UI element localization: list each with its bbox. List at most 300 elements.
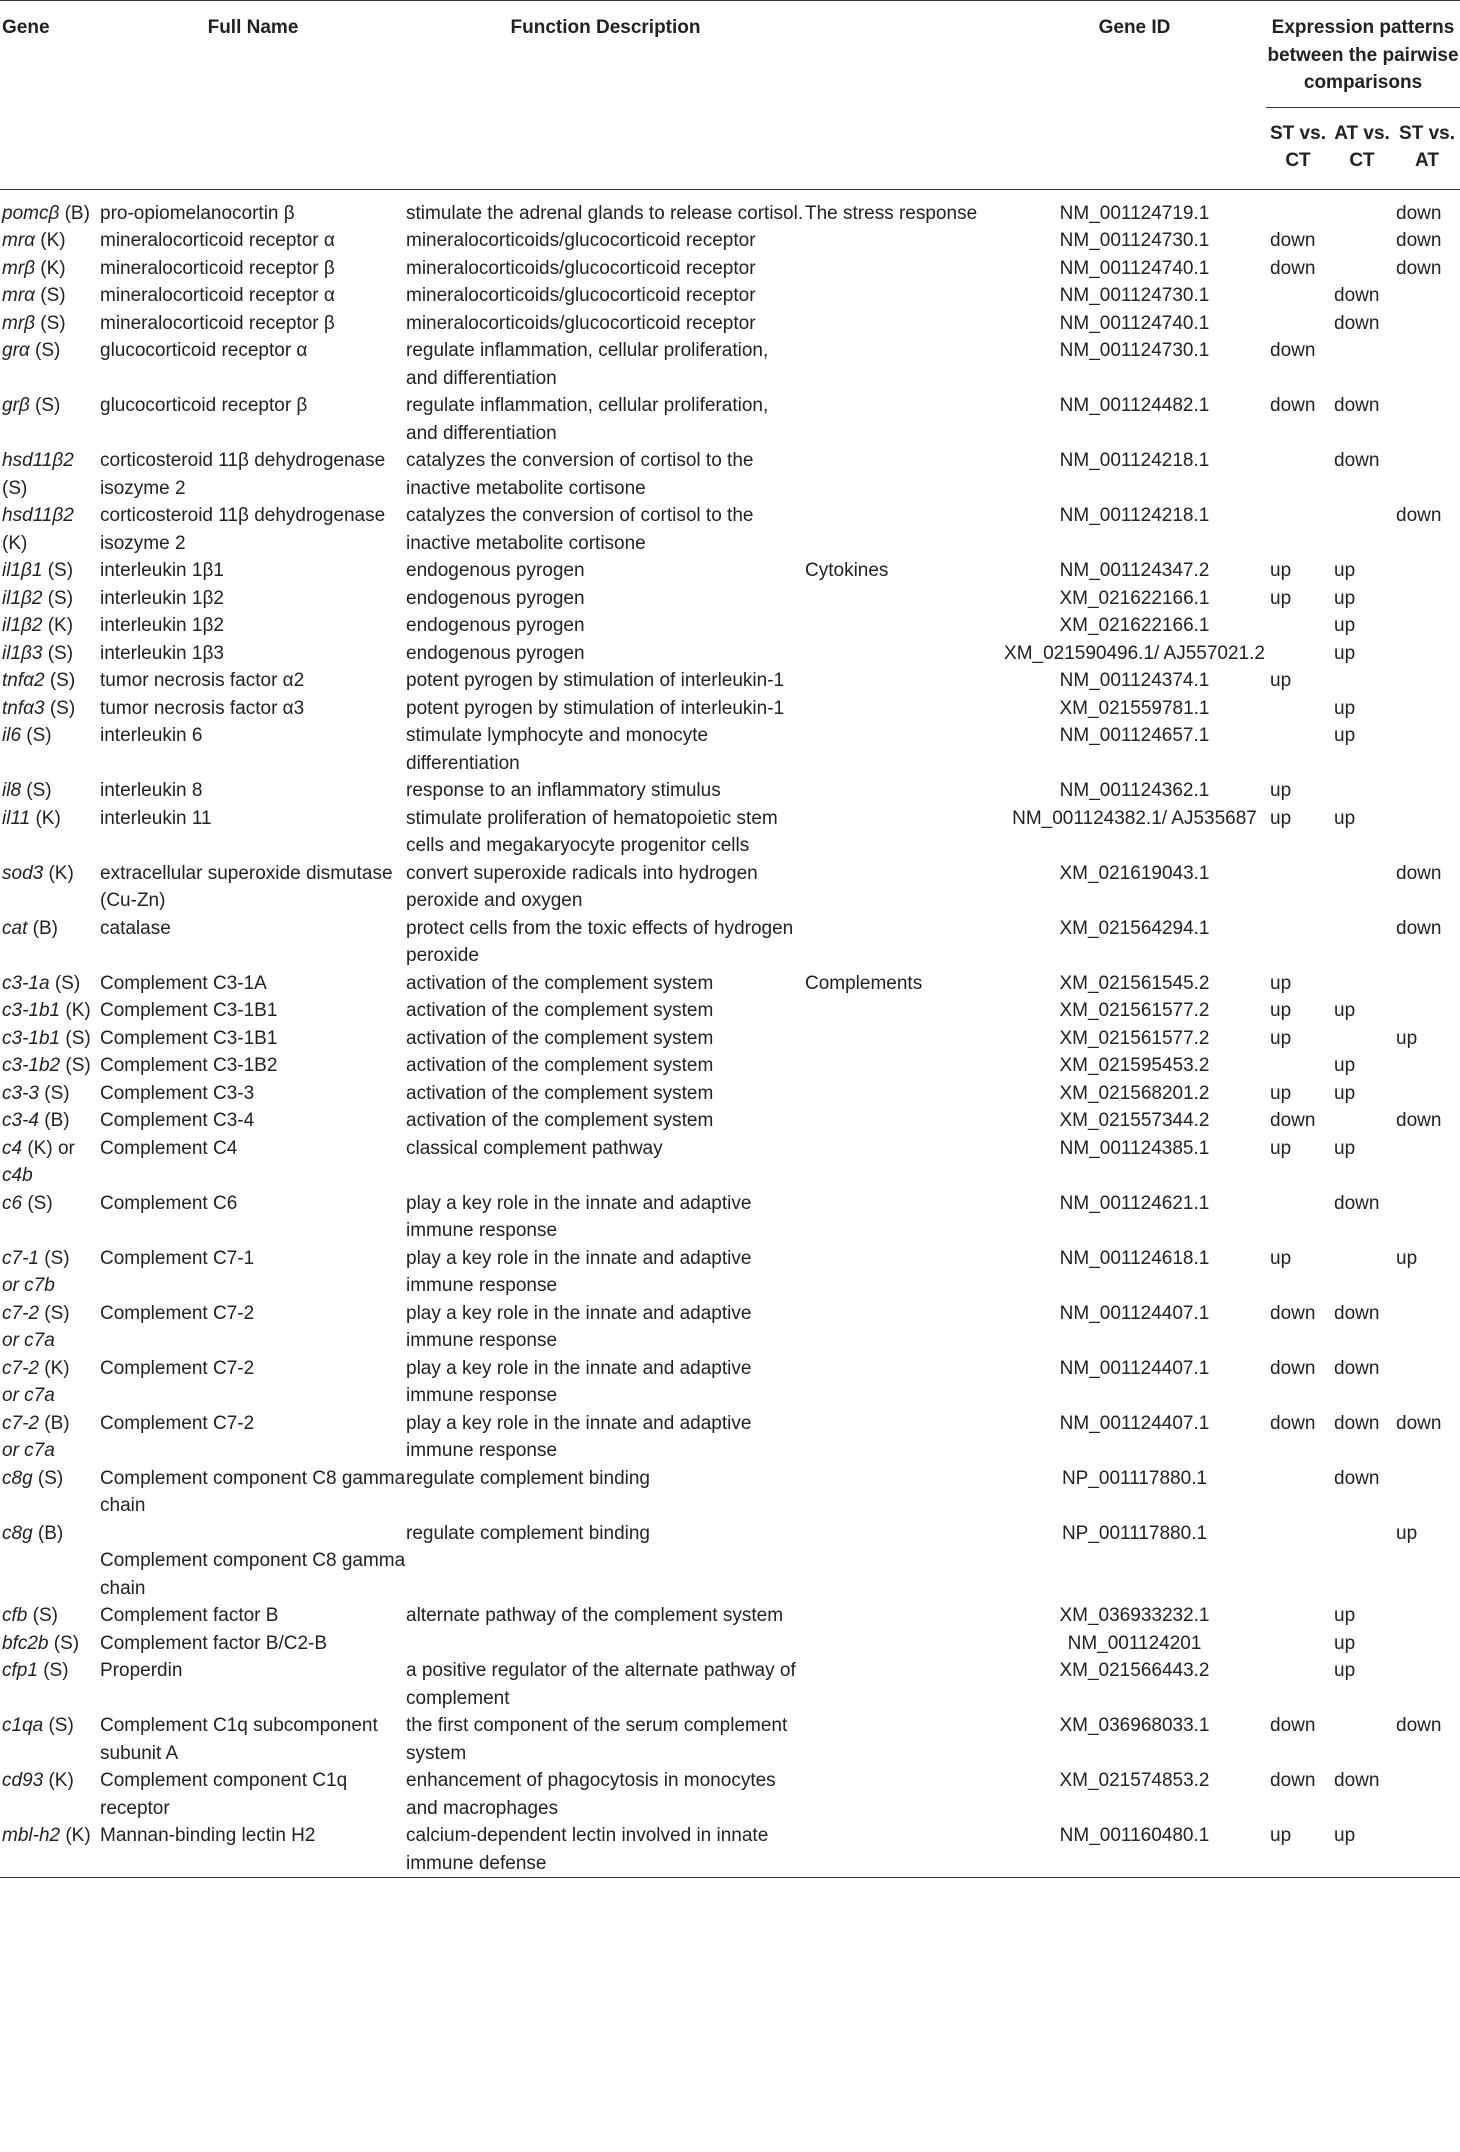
category-cell bbox=[805, 1135, 1003, 1190]
gene-id-cell: NM_001124407.1 bbox=[1059, 1302, 1210, 1324]
gene-symbol: tnfα3 bbox=[2, 697, 45, 719]
gene-cell bbox=[0, 722, 100, 777]
gene-symbol: c1qa bbox=[2, 1715, 44, 1736]
full-name-cell: interleukin 1β2 bbox=[100, 587, 224, 609]
function-cell: play a key role in the innate and adaptive immune response bbox=[406, 1302, 752, 1351]
function-cell: play a key role in the innate and adaptive immune response bbox=[406, 1247, 752, 1296]
full-name-cell: extracellular superoxide dismutase (Cu-Zn) bbox=[100, 862, 393, 911]
gene-cell bbox=[0, 1630, 100, 1658]
gene-id-cell: XM_036968033.1 bbox=[1059, 1715, 1210, 1736]
full-name-cell: Complement C7-1 bbox=[100, 1247, 255, 1269]
category-cell: The stress response bbox=[805, 202, 978, 224]
gene-id-cell: NM_001124730.1 bbox=[1059, 285, 1210, 306]
gene-cell bbox=[0, 1355, 100, 1410]
at-vs-ct-cell bbox=[1330, 189, 1394, 227]
gene-id-cell: XM_021595453.2 bbox=[1059, 1055, 1210, 1076]
st-vs-at-cell bbox=[1394, 1630, 1460, 1658]
full-name-cell: corticosteroid 11β dehydrogenase isozyme 2 bbox=[100, 505, 386, 554]
gene-cell bbox=[0, 777, 100, 805]
table-row bbox=[0, 392, 1460, 447]
tissue-tag: (S) bbox=[32, 1605, 58, 1626]
category-cell bbox=[805, 777, 1003, 805]
st-vs-ct-cell bbox=[1266, 695, 1330, 723]
st-vs-ct-cell bbox=[1266, 860, 1330, 915]
gene-symbol: il1β2 bbox=[2, 587, 43, 609]
st-vs-at-cell bbox=[1394, 585, 1460, 613]
gene-id-cell: XM_036933232.1 bbox=[1059, 1605, 1210, 1626]
category-cell bbox=[805, 1052, 1003, 1080]
gene-cell bbox=[0, 310, 100, 338]
table-row bbox=[0, 1107, 1460, 1135]
tissue-tag: (B) bbox=[44, 1110, 70, 1131]
st-vs-ct-cell bbox=[1266, 1602, 1330, 1630]
table-row bbox=[0, 667, 1460, 695]
table-row bbox=[0, 1767, 1460, 1822]
st-vs-ct-cell bbox=[1266, 1630, 1330, 1658]
full-name-cell: interleukin 8 bbox=[100, 780, 203, 801]
table-row bbox=[0, 282, 1460, 310]
full-name-cell: Complement C3-1B1 bbox=[100, 1000, 278, 1021]
full-name-cell: corticosteroid 11β dehydrogenase isozyme 2 bbox=[100, 450, 386, 499]
gene-symbol: il1β2 bbox=[2, 615, 43, 636]
function-cell: catalyzes the conversion of cortisol to the inactive metabolite cortisone bbox=[406, 450, 754, 499]
gene-id-cell: XM_021561577.2 bbox=[1059, 1000, 1210, 1021]
gene-symbol: il8 bbox=[2, 780, 22, 801]
at-vs-ct-cell: down bbox=[1334, 1357, 1380, 1379]
gene-id-cell: NM_001124482.1 bbox=[1059, 395, 1210, 416]
at-vs-ct-cell: up bbox=[1334, 587, 1356, 609]
gene-cell bbox=[0, 1822, 100, 1878]
function-cell: regulate complement binding bbox=[406, 1522, 650, 1544]
function-cell: mineralocorticoids/glucocorticoid receptor bbox=[406, 312, 756, 334]
gene-id-cell: XM_021559781.1 bbox=[1059, 697, 1210, 719]
at-vs-ct-cell: up bbox=[1334, 1605, 1356, 1626]
category-cell bbox=[805, 997, 1003, 1025]
full-name-cell: interleukin 1β2 bbox=[100, 615, 224, 636]
category-cell bbox=[805, 447, 1003, 502]
category-cell bbox=[805, 1355, 1003, 1410]
function-cell: the first component of the serum complement system bbox=[406, 1715, 788, 1764]
tissue-tag: (K) bbox=[40, 257, 66, 279]
st-vs-ct-cell: down bbox=[1270, 1302, 1316, 1324]
st-vs-ct-cell: up bbox=[1270, 807, 1292, 829]
st-vs-at-cell bbox=[1394, 1052, 1460, 1080]
category-cell bbox=[805, 1107, 1003, 1135]
function-cell: activation of the complement system bbox=[406, 1110, 714, 1131]
st-vs-at-cell bbox=[1394, 1465, 1460, 1520]
function-cell: stimulate lymphocyte and monocyte differentiation bbox=[406, 725, 709, 774]
st-vs-at-cell bbox=[1394, 447, 1460, 502]
gene-cell bbox=[0, 640, 100, 668]
table-row bbox=[0, 1657, 1460, 1712]
at-vs-ct-cell: up bbox=[1334, 1000, 1356, 1021]
st-vs-at-cell bbox=[1394, 1767, 1460, 1822]
category-cell bbox=[805, 392, 1003, 447]
gene-cell bbox=[0, 612, 100, 640]
gene-id-cell: XM_021564294.1 bbox=[1059, 917, 1210, 939]
at-vs-ct-cell bbox=[1330, 1107, 1394, 1135]
gene-cell bbox=[0, 447, 100, 502]
header-row-1 bbox=[0, 1, 1460, 108]
full-name-cell: Complement C3-3 bbox=[100, 1082, 255, 1104]
st-vs-ct-cell bbox=[1266, 915, 1330, 970]
gene-cell bbox=[0, 667, 100, 695]
st-vs-ct-cell: up bbox=[1270, 1000, 1292, 1021]
function-cell: stimulate the adrenal glands to release cortisol. bbox=[406, 202, 804, 224]
at-vs-ct-cell: up bbox=[1334, 1660, 1356, 1681]
tissue-tag: (K) bbox=[44, 1357, 70, 1379]
st-vs-ct-cell: up bbox=[1270, 1137, 1292, 1159]
tissue-tag: (S) bbox=[44, 1247, 70, 1269]
table-row bbox=[0, 640, 1460, 668]
st-vs-at-cell bbox=[1394, 1190, 1460, 1245]
gene-id-cell: XM_021590496.1/ AJ557021.2 bbox=[1004, 642, 1265, 664]
gene-cell bbox=[0, 1190, 100, 1245]
gene-cell bbox=[0, 1135, 100, 1190]
gene-cell bbox=[0, 557, 100, 585]
header-gene: Gene bbox=[0, 1, 100, 190]
tissue-tag: (S) bbox=[40, 285, 66, 306]
st-vs-ct-cell: up bbox=[1270, 670, 1292, 691]
gene-symbol: tnfα2 bbox=[2, 670, 45, 691]
gene-cell bbox=[0, 1245, 100, 1300]
gene-id-cell: NM_001124218.1 bbox=[1059, 505, 1210, 526]
full-name-cell: Complement C7-2 bbox=[100, 1412, 255, 1434]
table-row bbox=[0, 502, 1460, 557]
st-vs-ct-cell: up bbox=[1270, 972, 1292, 994]
at-vs-ct-cell bbox=[1330, 1520, 1394, 1603]
table-row bbox=[0, 1355, 1460, 1410]
function-cell: endogenous pyrogen bbox=[406, 560, 585, 581]
gene-symbol: il6 bbox=[2, 725, 22, 746]
tissue-tag: (K) bbox=[48, 1770, 74, 1791]
table-row bbox=[0, 1602, 1460, 1630]
gene-symbol: bfc2b bbox=[2, 1632, 49, 1654]
st-vs-at-cell bbox=[1394, 1602, 1460, 1630]
gene-symbol: c7-2 bbox=[2, 1357, 39, 1379]
gene-symbol: c3-1a bbox=[2, 972, 50, 994]
table-row bbox=[0, 695, 1460, 723]
tissue-tag: (B) bbox=[64, 202, 90, 224]
function-cell: play a key role in the innate and adaptive immune response bbox=[406, 1412, 752, 1461]
function-cell: play a key role in the innate and adaptive immune response bbox=[406, 1192, 752, 1241]
st-vs-at-cell bbox=[1394, 1135, 1460, 1190]
function-cell: mineralocorticoids/glucocorticoid receptor bbox=[406, 285, 756, 306]
category-cell: Complements bbox=[805, 972, 923, 994]
gene-symbol: il11 bbox=[2, 807, 31, 829]
function-cell: calcium-dependent lectin involved in innate immune defense bbox=[406, 1822, 805, 1878]
table-row bbox=[0, 970, 1460, 998]
gene-symbol: cat bbox=[2, 917, 28, 939]
table-row bbox=[0, 722, 1460, 777]
st-vs-ct-cell: down bbox=[1270, 1110, 1316, 1131]
tissue-tag: (S) bbox=[49, 670, 76, 691]
full-name-cell: mineralocorticoid receptor α bbox=[100, 285, 335, 306]
gene-cell bbox=[0, 1410, 100, 1465]
gene-symbol: mrα bbox=[2, 230, 35, 251]
full-name-cell: Complement C3-4 bbox=[100, 1110, 255, 1131]
st-vs-at-cell bbox=[1394, 1657, 1460, 1712]
function-cell: activation of the complement system bbox=[406, 1027, 714, 1049]
st-vs-at-cell bbox=[1394, 997, 1460, 1025]
st-vs-ct-cell: up bbox=[1270, 780, 1292, 801]
function-cell: activation of the complement system bbox=[406, 972, 714, 994]
table-row bbox=[0, 612, 1460, 640]
st-vs-at-cell: down bbox=[1396, 230, 1442, 251]
table-header bbox=[0, 1, 1460, 190]
at-vs-ct-cell: down bbox=[1334, 285, 1380, 306]
table-row bbox=[0, 1712, 1460, 1767]
category-cell bbox=[805, 1245, 1003, 1300]
header-full-name: Full Name bbox=[100, 1, 406, 190]
tissue-tag: (S) bbox=[26, 780, 52, 801]
gene-symbol: c6 bbox=[2, 1192, 23, 1214]
gene-alias: or c7b bbox=[2, 1275, 55, 1296]
gene-id-cell: NM_001124657.1 bbox=[1059, 725, 1210, 746]
gene-id-cell: XM_021574853.2 bbox=[1059, 1770, 1210, 1791]
st-vs-at-cell bbox=[1394, 1300, 1460, 1355]
function-cell: a positive regulator of the alternate pathway of complement bbox=[406, 1660, 796, 1709]
at-vs-ct-cell bbox=[1330, 502, 1394, 557]
st-vs-ct-cell bbox=[1266, 722, 1330, 777]
at-vs-ct-cell bbox=[1330, 1245, 1394, 1300]
gene-cell bbox=[0, 227, 100, 255]
tissue-tag: (S) bbox=[53, 1632, 80, 1654]
gene-cell bbox=[0, 805, 100, 860]
table-row bbox=[0, 1025, 1460, 1053]
gene-cell bbox=[0, 255, 100, 283]
full-name-cell: tumor necrosis factor α2 bbox=[100, 670, 305, 691]
gene-symbol: c7-2 bbox=[2, 1302, 39, 1324]
header-st-vs-ct: ST vs. CT bbox=[1266, 107, 1330, 189]
tissue-tag: (S) bbox=[37, 1467, 64, 1489]
tissue-tag: (S) bbox=[40, 312, 66, 334]
gene-cell bbox=[0, 585, 100, 613]
at-vs-ct-cell: up bbox=[1334, 1137, 1356, 1159]
st-vs-ct-cell: down bbox=[1270, 1770, 1316, 1791]
gene-cell bbox=[0, 1767, 100, 1822]
category-cell bbox=[805, 860, 1003, 915]
gene-symbol: mrβ bbox=[2, 257, 36, 279]
category-cell: Cytokines bbox=[805, 560, 889, 581]
st-vs-at-cell bbox=[1394, 1080, 1460, 1108]
category-cell bbox=[805, 255, 1003, 283]
st-vs-ct-cell: up bbox=[1266, 1822, 1330, 1878]
table-row bbox=[0, 227, 1460, 255]
function-cell: convert superoxide radicals into hydrogen peroxide and oxygen bbox=[406, 862, 758, 911]
full-name-cell: Complement component C1q receptor bbox=[100, 1770, 348, 1819]
gene-id-cell: NM_001124374.1 bbox=[1059, 670, 1210, 691]
category-cell bbox=[805, 1300, 1003, 1355]
table-row bbox=[0, 1822, 1460, 1878]
table-row bbox=[0, 915, 1460, 970]
gene-cell bbox=[0, 1052, 100, 1080]
tissue-tag: (K) bbox=[35, 807, 61, 829]
at-vs-ct-cell: down bbox=[1334, 450, 1380, 471]
gene-id-cell: NM_001124385.1 bbox=[1059, 1137, 1210, 1159]
full-name-cell: interleukin 6 bbox=[100, 725, 203, 746]
tissue-tag: (S) bbox=[47, 560, 74, 581]
function-cell: classical complement pathway bbox=[406, 1137, 663, 1159]
function-cell: mineralocorticoids/glucocorticoid receptor bbox=[406, 257, 756, 279]
header-function: Function Description bbox=[406, 1, 805, 190]
at-vs-ct-cell: down bbox=[1334, 1302, 1380, 1324]
gene-id-cell: NM_001124730.1 bbox=[1059, 340, 1210, 361]
tissue-tag: (S) bbox=[65, 1027, 91, 1049]
table-row bbox=[0, 777, 1460, 805]
full-name-cell: Complement C1q subcomponent subunit A bbox=[100, 1715, 378, 1764]
gene-alias: or c7a bbox=[2, 1330, 55, 1351]
tissue-tag: (K) bbox=[65, 1000, 91, 1021]
at-vs-ct-cell bbox=[1330, 1712, 1394, 1767]
at-vs-ct-cell bbox=[1330, 227, 1394, 255]
header-category bbox=[805, 1, 1003, 190]
st-vs-at-cell bbox=[1394, 392, 1460, 447]
gene-symbol: mbl-h2 bbox=[2, 1825, 61, 1846]
at-vs-ct-cell bbox=[1330, 337, 1394, 392]
function-cell: endogenous pyrogen bbox=[406, 587, 585, 609]
gene-symbol: sod3 bbox=[2, 862, 44, 884]
table-row bbox=[0, 255, 1460, 283]
tissue-tag: (S) bbox=[27, 1192, 53, 1214]
table-row bbox=[0, 1190, 1460, 1245]
at-vs-ct-cell: up bbox=[1330, 1822, 1394, 1878]
full-name-cell: tumor necrosis factor α3 bbox=[100, 697, 305, 719]
gene-symbol: grα bbox=[2, 340, 30, 361]
category-cell bbox=[805, 612, 1003, 640]
function-cell: alternate pathway of the complement system bbox=[406, 1605, 784, 1626]
tissue-tag: (S) bbox=[47, 642, 74, 664]
gene-id-cell: NP_001117880.1 bbox=[1061, 1522, 1208, 1544]
at-vs-ct-cell: down bbox=[1334, 312, 1380, 334]
gene-symbol: c8g bbox=[2, 1467, 33, 1489]
gene-cell bbox=[0, 189, 100, 227]
category-cell bbox=[805, 722, 1003, 777]
function-cell: mineralocorticoids/glucocorticoid receptor bbox=[406, 230, 756, 251]
st-vs-ct-cell: up bbox=[1270, 1082, 1292, 1104]
at-vs-ct-cell: up bbox=[1334, 615, 1356, 636]
gene-alias: c4b bbox=[2, 1165, 33, 1186]
full-name-cell: interleukin 1β3 bbox=[100, 642, 224, 664]
category-cell bbox=[805, 1822, 1003, 1878]
gene-symbol: c3-1b1 bbox=[2, 1027, 61, 1049]
gene-symbol: c3-4 bbox=[2, 1110, 39, 1131]
gene-alias: or c7a bbox=[2, 1440, 55, 1461]
function-cell: regulate complement binding bbox=[406, 1467, 650, 1489]
at-vs-ct-cell: down bbox=[1334, 1192, 1380, 1214]
gene-cell bbox=[0, 1602, 100, 1630]
st-vs-at-cell: down bbox=[1396, 202, 1442, 224]
category-cell bbox=[805, 1410, 1003, 1465]
gene-symbol: hsd11β2 bbox=[2, 450, 74, 471]
category-cell bbox=[805, 310, 1003, 338]
tissue-tag: (S) bbox=[54, 972, 81, 994]
gene-id-cell: NM_001124362.1 bbox=[1059, 780, 1210, 801]
table-row bbox=[0, 860, 1460, 915]
st-vs-ct-cell bbox=[1266, 447, 1330, 502]
table-row bbox=[0, 1135, 1460, 1190]
gene-alias: or c7a bbox=[2, 1385, 55, 1406]
table-row bbox=[0, 1520, 1460, 1603]
gene-cell bbox=[0, 997, 100, 1025]
st-vs-ct-cell: down bbox=[1270, 395, 1316, 416]
st-vs-at-cell: down bbox=[1396, 1715, 1442, 1736]
at-vs-ct-cell bbox=[1330, 777, 1394, 805]
header-expression-patterns: Expression patterns between the pairwise comparisons bbox=[1266, 1, 1460, 108]
category-cell bbox=[805, 1520, 1003, 1603]
gene-cell bbox=[0, 502, 100, 557]
tissue-tag: (S) bbox=[47, 587, 74, 609]
category-cell bbox=[805, 282, 1003, 310]
table-row bbox=[0, 1630, 1460, 1658]
st-vs-at-cell: down bbox=[1396, 862, 1442, 884]
full-name-cell: glucocorticoid receptor α bbox=[100, 340, 308, 361]
st-vs-at-cell bbox=[1394, 805, 1460, 860]
gene-id-cell: NM_001124719.1 bbox=[1059, 202, 1210, 224]
gene-id-cell: NM_001124347.2 bbox=[1059, 560, 1210, 581]
st-vs-ct-cell bbox=[1266, 310, 1330, 338]
gene-symbol: il1β1 bbox=[2, 560, 43, 581]
st-vs-ct-cell: down bbox=[1270, 257, 1316, 279]
category-cell bbox=[805, 1080, 1003, 1108]
table-row bbox=[0, 805, 1460, 860]
tissue-tag: (S) bbox=[43, 1660, 69, 1681]
at-vs-ct-cell: up bbox=[1334, 697, 1356, 719]
function-cell: endogenous pyrogen bbox=[406, 615, 585, 636]
gene-cell bbox=[0, 1300, 100, 1355]
tissue-tag: (K) or bbox=[27, 1137, 75, 1159]
gene-cell bbox=[0, 695, 100, 723]
st-vs-at-cell: down bbox=[1396, 505, 1442, 526]
st-vs-at-cell: down bbox=[1396, 917, 1442, 939]
tissue-tag: (S) bbox=[65, 1055, 91, 1076]
tissue-tag: (K) bbox=[65, 1825, 91, 1846]
gene-symbol: il1β3 bbox=[2, 642, 43, 664]
function-cell bbox=[406, 1630, 805, 1658]
st-vs-ct-cell: down bbox=[1270, 1357, 1316, 1379]
at-vs-ct-cell: up bbox=[1334, 642, 1356, 664]
category-cell bbox=[805, 1025, 1003, 1053]
st-vs-at-cell: down bbox=[1396, 1110, 1442, 1131]
gene-id-cell: NP_001117880.1 bbox=[1061, 1467, 1208, 1489]
gene-id-cell: XM_021561577.2 bbox=[1059, 1027, 1210, 1049]
st-vs-at-cell: up bbox=[1396, 1247, 1418, 1269]
function-cell: enhancement of phagocytosis in monocytes and macrophages bbox=[406, 1770, 776, 1819]
tissue-tag: (S) bbox=[49, 697, 76, 719]
header-at-vs-ct: AT vs. CT bbox=[1330, 107, 1394, 189]
category-cell bbox=[805, 1602, 1003, 1630]
full-name-cell: mineralocorticoid receptor α bbox=[100, 230, 335, 251]
gene-id-cell: XM_021566443.2 bbox=[1059, 1660, 1210, 1681]
table-row bbox=[0, 447, 1460, 502]
at-vs-ct-cell bbox=[1330, 915, 1394, 970]
st-vs-at-cell: up bbox=[1396, 1522, 1418, 1544]
at-vs-ct-cell bbox=[1330, 1025, 1394, 1053]
tissue-tag: (B) bbox=[32, 917, 58, 939]
gene-id-cell: NM_001124621.1 bbox=[1059, 1192, 1210, 1214]
full-name-cell: Complement component C8 gamma chain bbox=[100, 1467, 406, 1516]
tissue-tag: (K) bbox=[47, 615, 74, 636]
function-cell: stimulate proliferation of hematopoietic stem cells and megakaryocyte progenitor cells bbox=[406, 807, 778, 856]
gene-id-cell: NM_001124218.1 bbox=[1059, 450, 1210, 471]
gene-symbol: pomcβ bbox=[2, 202, 60, 224]
gene-id-cell: NM_001160480.1 bbox=[1003, 1822, 1266, 1878]
st-vs-at-cell bbox=[1394, 557, 1460, 585]
st-vs-ct-cell bbox=[1266, 640, 1330, 668]
gene-cell bbox=[0, 1080, 100, 1108]
gene-id-cell: XM_021622166.1 bbox=[1059, 615, 1210, 636]
at-vs-ct-cell: up bbox=[1334, 725, 1356, 746]
